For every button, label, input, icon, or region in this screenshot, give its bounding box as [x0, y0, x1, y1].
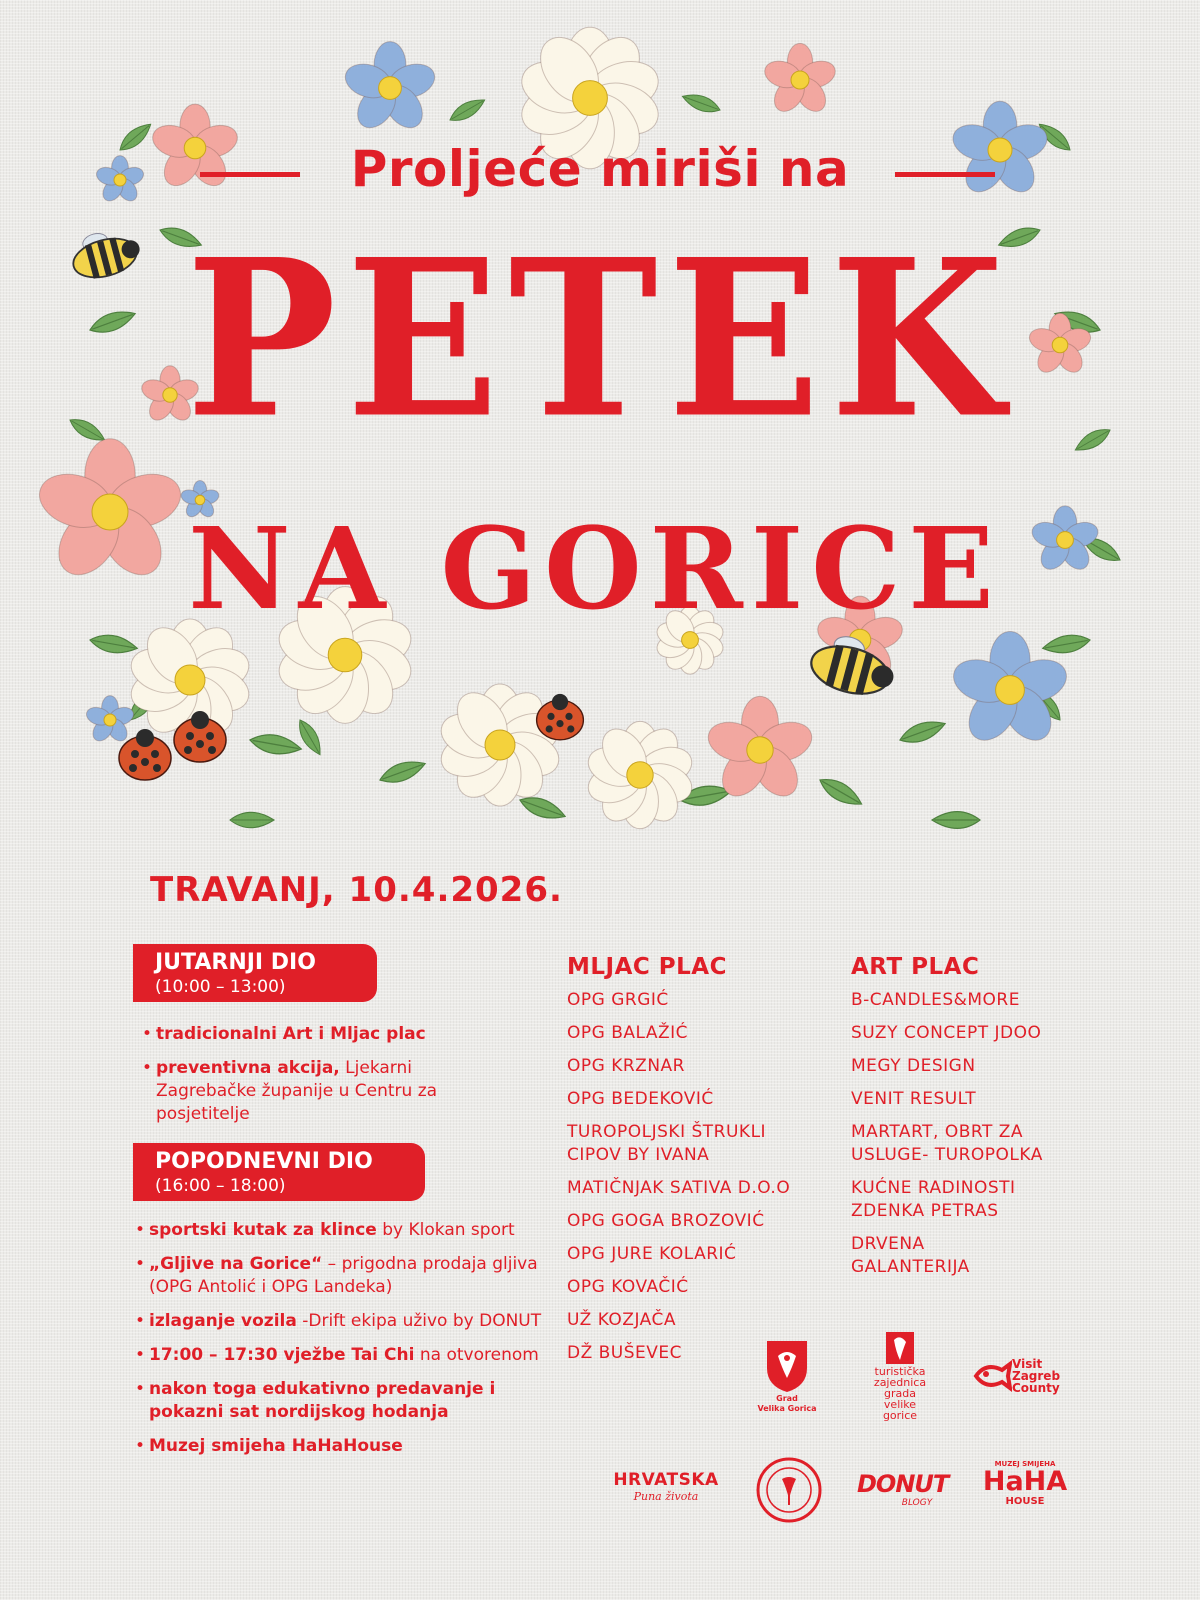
- ljekarne-logo: [752, 1455, 826, 1525]
- leaf: [816, 773, 866, 812]
- tz-label: turistička zajednica grada velike gorice: [873, 1365, 927, 1422]
- pink-flower: [33, 439, 188, 586]
- blue-flower: [94, 156, 146, 205]
- mljac-plac-list: [567, 989, 827, 1375]
- mljac-plac-title: MLJAC PLAC: [567, 954, 727, 980]
- afternoon-item: [135, 1253, 547, 1299]
- blue-flower: [1029, 506, 1101, 575]
- afternoon-item: [135, 1219, 547, 1242]
- pink-flower: [761, 43, 838, 117]
- mljac-vendor: MATIČNJAK SATIVA D.O.O: [567, 1178, 791, 1198]
- afternoon-item-text: -Drift ekipa uživo by DONUT: [296, 1311, 542, 1331]
- art-vendor: SUZY CONCEPT JDOO: [851, 1023, 1042, 1043]
- tz-crest-icon: [880, 1330, 920, 1366]
- ladybug-icon: [537, 694, 584, 740]
- morning-list: [142, 1023, 502, 1137]
- pharmacy-seal-icon: [754, 1455, 824, 1525]
- leaf: [897, 716, 948, 748]
- subtitle-line-right: [895, 172, 995, 177]
- mljac-vendor: UŽ KOZJAČA: [567, 1310, 676, 1330]
- subtitle-line-left: [200, 172, 300, 177]
- mljac-vendor: OPG BEDEKOVIĆ: [567, 1089, 714, 1109]
- morning-item-text: Ljekarni Zagrebačke županije u Centru za posjetitelje: [156, 1058, 438, 1124]
- leaf: [230, 812, 274, 827]
- afternoon-item-bold: izlaganje vozila: [149, 1311, 297, 1331]
- leaf: [116, 119, 156, 155]
- leaf: [1041, 632, 1091, 657]
- afternoon-list: [135, 1219, 547, 1469]
- grad-velika-gorica-logo: [745, 1338, 829, 1414]
- hrvatska-logo: [612, 1470, 720, 1503]
- bee-icon: [67, 223, 144, 283]
- mljac-vendor: OPG KOVAČIĆ: [567, 1277, 689, 1297]
- city-crest-icon: [764, 1338, 810, 1394]
- afternoon-item-bold: 17:00 – 17:30 vježbe Tai Chi: [149, 1345, 415, 1365]
- morning-time: (10:00 – 13:00): [155, 977, 286, 997]
- leaf: [377, 756, 428, 788]
- hahahouse-top: MUZEJ SMIJEHA: [994, 1460, 1056, 1468]
- morning-item-bold: tradicionalni Art i Mljac plac: [156, 1024, 426, 1044]
- tz-velika-gorica-logo: [855, 1330, 945, 1421]
- art-plac-title: ART PLAC: [851, 954, 980, 980]
- subtitle: Proljeće miriši na: [350, 140, 850, 198]
- art-vendor: MEGY DESIGN: [851, 1056, 976, 1076]
- morning-title: JUTARNJI DIO: [155, 950, 316, 975]
- leaf: [447, 94, 489, 126]
- hahahouse-label: HaHA: [982, 1466, 1068, 1497]
- hahahouse-sub: HOUSE: [1005, 1496, 1045, 1507]
- hahahouse-logo: [975, 1460, 1075, 1507]
- event-date: TRAVANJ, 10.4.2026.: [150, 870, 563, 910]
- fish-icon: [972, 1358, 1012, 1394]
- title-petek: PETEK: [186, 212, 1014, 467]
- afternoon-item-bold: „Gljive na Gorice“: [149, 1254, 323, 1274]
- mljac-vendor: OPG KRZNAR: [567, 1056, 685, 1076]
- leaf: [294, 717, 326, 759]
- afternoon-title: POPODNEVNI DIO: [155, 1149, 373, 1174]
- art-plac-list: [851, 989, 1121, 1289]
- mljac-vendor: OPG JURE KOLARIĆ: [567, 1244, 737, 1264]
- art-vendor: DRVENA GALANTERIJA: [851, 1234, 970, 1277]
- morning-header: [133, 944, 377, 1002]
- afternoon-item-text: by Klokan sport: [376, 1220, 515, 1240]
- title-na-gorice: NA GORICE: [188, 504, 1002, 635]
- hrvatska-sub: Puna života: [633, 1490, 699, 1503]
- afternoon-item-bold: sportski kutak za klince: [149, 1220, 377, 1240]
- leaf: [1072, 424, 1114, 456]
- donut-sub: BLOGY: [901, 1498, 933, 1508]
- hrvatska-label: HRVATSKA: [613, 1470, 719, 1490]
- leaf: [87, 306, 138, 338]
- morning-item: [142, 1023, 502, 1046]
- blue-flower: [84, 696, 136, 745]
- afternoon-item-bold: Muzej smijeha HaHaHouse: [149, 1436, 403, 1456]
- afternoon-item: [135, 1435, 547, 1458]
- afternoon-item-bold: nakon toga edukativno predavanje i pokazni sat nordijskog hodanja: [149, 1379, 496, 1422]
- leaf: [680, 90, 722, 117]
- daisy-flower: [583, 721, 697, 830]
- mljac-vendor: OPG BALAŽIĆ: [567, 1023, 689, 1043]
- afternoon-item-text: na otvorenom: [414, 1345, 539, 1365]
- afternoon-item-text: – prigodna prodaja gljiva (OPG Antolić i OPG Landeka): [149, 1254, 538, 1297]
- blue-flower: [948, 101, 1051, 199]
- art-vendor: MARTART, OBRT ZA USLUGE- TUROPOLKA: [851, 1122, 1043, 1165]
- leaf: [932, 812, 980, 829]
- mljac-vendor: TUROPOLJSKI ŠTRUKLI CIPOV BY IVANA: [567, 1122, 767, 1165]
- leaf: [89, 632, 139, 657]
- mljac-vendor: DŽ BUŠEVEC: [567, 1343, 683, 1363]
- blue-flower: [341, 42, 439, 135]
- afternoon-header: [133, 1143, 425, 1201]
- morning-item: [142, 1057, 502, 1126]
- mljac-vendor: OPG GOGA BROZOVIĆ: [567, 1211, 765, 1231]
- afternoon-time: (16:00 – 18:00): [155, 1176, 286, 1196]
- donut-label: DONUT: [857, 1470, 949, 1498]
- grad-label: Grad Velika Gorica: [757, 1394, 817, 1413]
- visit-label: Visit Zagreb County: [1012, 1357, 1061, 1395]
- art-vendor: B-CANDLES&MORE: [851, 990, 1020, 1010]
- morning-item-bold: preventivna akcija,: [156, 1058, 340, 1078]
- afternoon-item: [135, 1378, 547, 1424]
- pink-flower: [149, 104, 242, 192]
- donut-logo: [857, 1470, 947, 1508]
- afternoon-item: [135, 1344, 547, 1367]
- art-vendor: KUĆNE RADINOSTI ZDENKA PETRAS: [851, 1178, 1016, 1221]
- leaf: [248, 731, 302, 758]
- art-vendor: VENIT RESULT: [851, 1089, 977, 1109]
- afternoon-item: [135, 1310, 547, 1333]
- mljac-vendor: OPG GRGIĆ: [567, 990, 669, 1010]
- daisy-flower: [435, 683, 564, 806]
